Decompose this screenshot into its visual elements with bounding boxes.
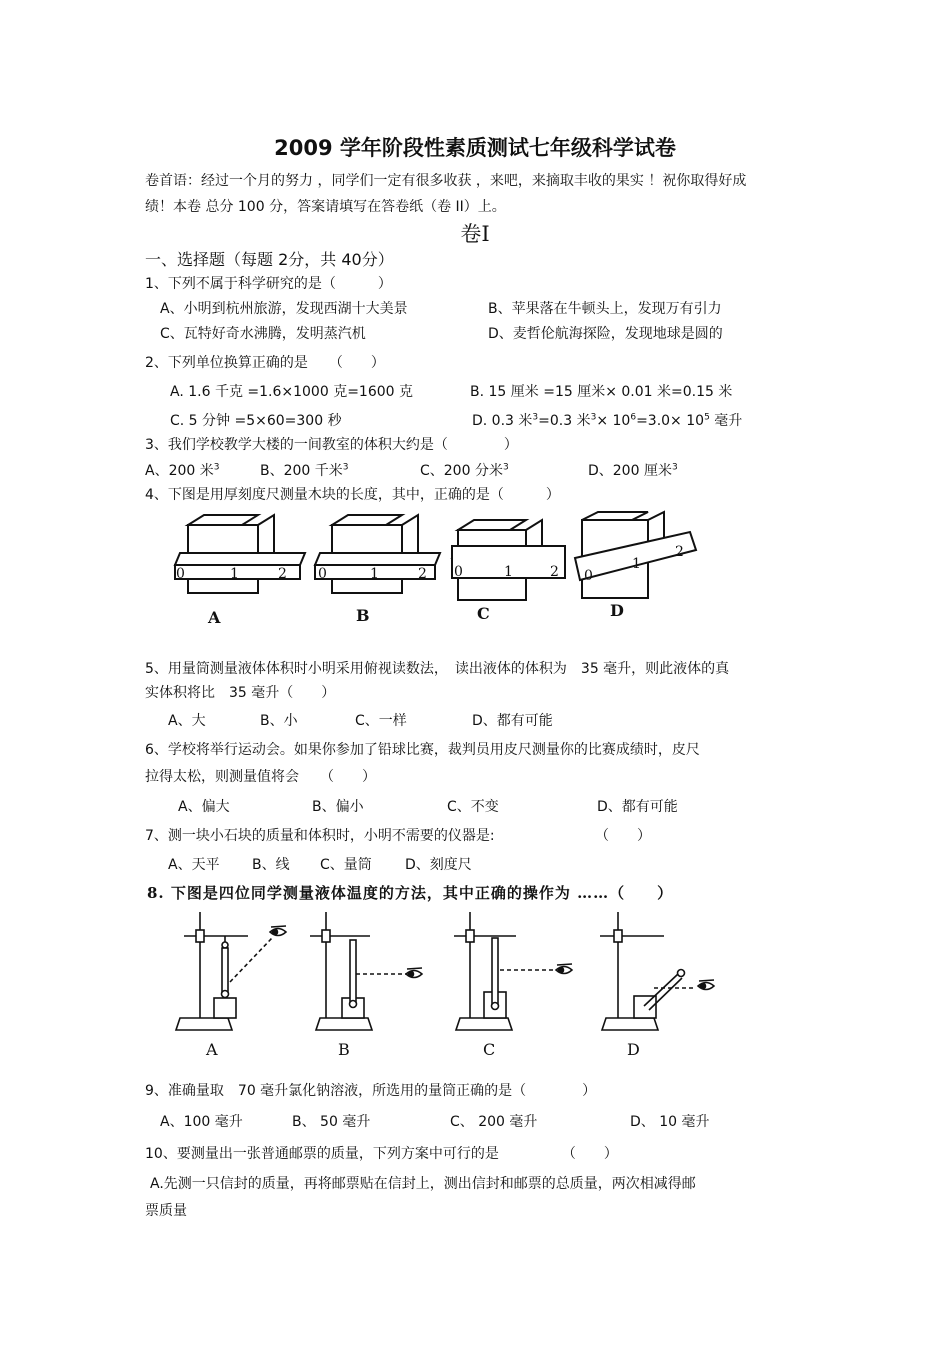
figure-8a-label: A: [206, 1040, 218, 1059]
q9-option-c: C、 200 毫升: [450, 1114, 538, 1130]
q10-stem: 10、要测量出一张普通邮票的质量，下列方案中可行的是 （ ）: [145, 1146, 618, 1162]
ruler-b-tick-1: 1: [370, 566, 379, 582]
q6-line-2: 拉得太松，则测量值将会 （ ）: [145, 769, 376, 785]
ruler-b-tick-0: 0: [318, 566, 327, 582]
q9-option-b: B、 50 毫升: [292, 1114, 371, 1130]
thermometer-figure: [170, 910, 740, 1060]
figure-d-label: D: [610, 601, 624, 620]
volume-heading: 卷Ⅰ: [460, 222, 490, 246]
q4-stem: 4、下图是用厚刻度尺测量木块的长度，其中，正确的是（ ）: [145, 487, 560, 503]
q2-option-a: A. 1.6 千克 =1.6×1000 克=1600 克: [170, 384, 414, 400]
stand-c: [454, 912, 572, 1059]
stand-a: [176, 912, 286, 1059]
q8-stem: 8. 下图是四位同学测量液体温度的方法，其中正确的操作为 ……（ ）: [147, 884, 674, 902]
q3-option-d: D、200 厘米$^3$: [588, 462, 678, 479]
q5-option-c: C、一样: [355, 713, 407, 729]
ruler-c-tick-1: 1: [504, 564, 513, 580]
figure-b-label: B: [356, 606, 370, 625]
q3-stem: 3、我们学校教学大楼的一间教室的体积大约是（ ）: [145, 437, 518, 453]
preface-line-1: 卷首语：经过一个月的努力 ，同学们一定有很多收获 ，来吧，来摘取丰收的果实 ！祝你取得好成: [145, 173, 747, 189]
ruler-d-tick-2: 2: [675, 544, 684, 560]
figure-c-label: C: [477, 604, 490, 623]
q5-line-1: 5、用量筒测量液体体积时小明采用俯视读数法， 读出液体的体积为 35 毫升，则此液体的真: [145, 661, 730, 677]
ruler-a-tick-2: 2: [278, 566, 287, 582]
q6-option-a: A、偏大: [178, 799, 230, 815]
q5-option-d: D、都有可能: [472, 713, 553, 729]
figure-b: [315, 515, 440, 625]
q2-option-c: C. 5 分钟 =5×60=300 秒: [170, 413, 342, 429]
q3-option-c: C、200 分米$^3$: [420, 462, 509, 479]
preface-line-2: 绩！本卷 总分 100 分，答案请填写在答卷纸（卷 II）上。: [145, 199, 506, 215]
figure-8c-label: C: [483, 1040, 496, 1059]
q6-option-d: D、都有可能: [597, 799, 678, 815]
q7-option-d: D、刻度尺: [405, 857, 472, 873]
q10-option-a-line-1: A.先测一只信封的质量，再将邮票贴在信封上，测出信封和邮票的总质量，两次相减得邮: [150, 1176, 696, 1192]
q7-option-a: A、天平: [168, 857, 220, 873]
q7-option-c: C、量筒: [320, 857, 372, 873]
q2-option-d: D. 0.3 米$^3$=0.3 米$^3\times 10^6=3.0\times 10^5$ 毫升: [472, 412, 743, 429]
q3-option-a: A、200 米$^3$: [145, 462, 220, 479]
q10-option-a-line-2: 票质量: [145, 1203, 187, 1219]
q6-line-1: 6、学校将举行运动会。如果你参加了铅球比赛，裁判员用皮尺测量你的比赛成绩时，皮尺: [145, 742, 700, 758]
page-title: 2009 学年阶段性素质测试七年级科学试卷: [274, 136, 676, 160]
figure-d: [575, 512, 696, 620]
stand-b: [310, 912, 422, 1059]
q5-option-b: B、小: [260, 713, 298, 729]
figure-8b-label: B: [338, 1040, 350, 1059]
q2-stem: 2、下列单位换算正确的是 （ ）: [145, 355, 385, 371]
figure-a: [175, 515, 305, 627]
q5-line-2: 实体积将比 35 毫升（ ）: [145, 685, 336, 701]
figure-c: [452, 520, 565, 623]
ruler-a-tick-1: 1: [230, 566, 239, 582]
q9-option-d: D、 10 毫升: [630, 1114, 710, 1130]
q9-option-a: A、100 毫升: [160, 1114, 243, 1130]
ruler-a-tick-0: 0: [176, 566, 185, 582]
ruler-c-tick-2: 2: [550, 564, 559, 580]
figure-8d-label: D: [627, 1040, 640, 1059]
q1-option-b: B、苹果落在牛顿头上，发现万有引力: [488, 301, 722, 317]
ruler-c-tick-0: 0: [454, 564, 463, 580]
q6-option-c: C、不变: [447, 799, 499, 815]
ruler-d-tick-1: 1: [632, 556, 641, 572]
stand-d: [600, 912, 714, 1059]
q7-answer-paren: （ ）: [595, 828, 651, 844]
figure-a-label: A: [208, 608, 221, 627]
q1-option-a: A、小明到杭州旅游，发现西湖十大美景: [160, 301, 408, 317]
q7-option-b: B、线: [252, 857, 290, 873]
q6-option-b: B、偏小: [312, 799, 364, 815]
q9-stem: 9、准确量取 70 毫升氯化钠溶液，所选用的量筒正确的是（ ）: [145, 1083, 597, 1099]
ruler-measurement-figure: [170, 510, 710, 630]
section-heading: 一、选择题（每题 2分，共 40分）: [145, 250, 394, 269]
ruler-b-tick-2: 2: [418, 566, 427, 582]
q3-option-b: B、200 千米$^3$: [260, 462, 349, 479]
q5-option-a: A、大: [168, 713, 206, 729]
q1-stem: 1、下列不属于科学研究的是（ ）: [145, 276, 392, 292]
q2-option-b: B. 15 厘米 =15 厘米× 0.01 米=0.15 米: [470, 384, 733, 400]
q1-option-c: C、瓦特好奇水沸腾，发明蒸汽机: [160, 326, 366, 342]
q1-option-d: D、麦哲伦航海探险，发现地球是圆的: [488, 326, 723, 342]
ruler-d-tick-0: 0: [584, 568, 593, 584]
q7-stem: 7、测一块小石块的质量和体积时，小明不需要的仪器是:: [145, 828, 495, 844]
